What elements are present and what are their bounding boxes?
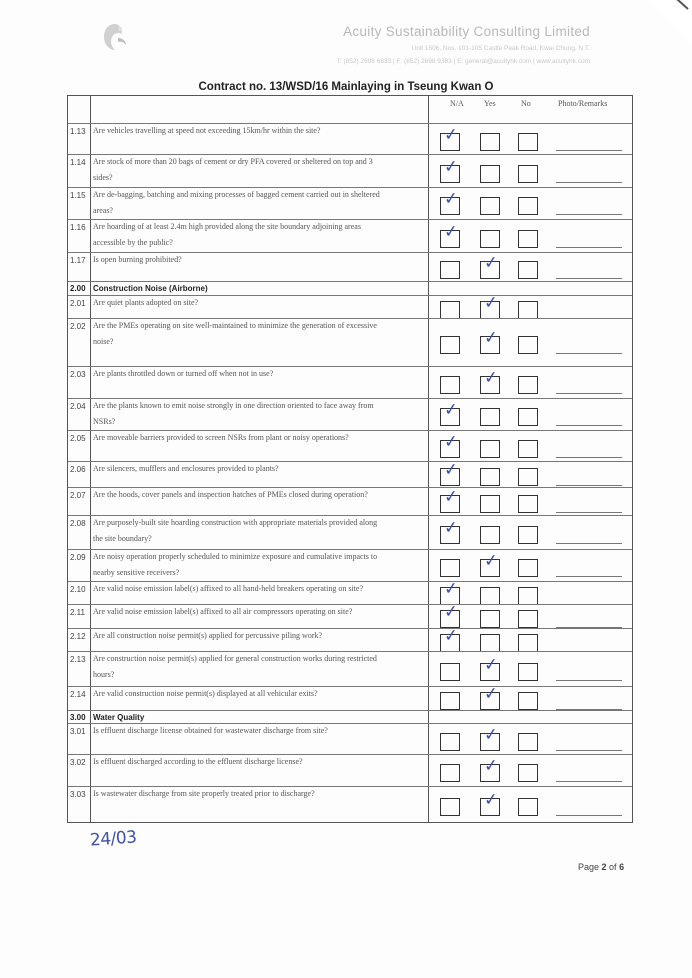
question-line: Are quiet plants adopted on site? (93, 298, 199, 307)
item-number: 2.13 (70, 655, 86, 664)
question-line: Are noisy operation properly scheduled to minimize exposure and cumulative impacts to (93, 552, 378, 561)
question-text (93, 318, 423, 350)
section-title: Construction Noise (Airborne) (93, 284, 208, 293)
item-number: 2.09 (70, 553, 86, 562)
question-line: accessible by the public? (93, 238, 173, 247)
page-total: 6 (619, 862, 625, 872)
remarks-line[interactable] (556, 485, 622, 486)
question-line: hours? (93, 670, 115, 679)
no-checkbox[interactable] (518, 197, 538, 215)
item-number: 2.11 (70, 608, 85, 617)
yes-checkbox[interactable] (480, 495, 500, 513)
item-number: 1.14 (70, 158, 86, 167)
no-checkbox[interactable] (518, 610, 538, 628)
no-checkbox[interactable] (518, 133, 538, 151)
question-line: Are construction noise permit(s) applied for general construction works during restricted (93, 654, 377, 663)
handwritten-date: 24/03 (89, 827, 138, 851)
question-text (93, 461, 423, 477)
checklist-row (68, 187, 632, 220)
question-line: Are plants throttled down or turned off when not in use? (93, 369, 274, 378)
question-text (93, 651, 423, 683)
yes-checkbox[interactable] (480, 133, 500, 151)
no-checkbox[interactable] (518, 559, 538, 577)
section-row (68, 281, 632, 296)
checkmark-icon: ✓ (442, 399, 460, 421)
no-checkbox[interactable] (518, 301, 538, 319)
question-text (93, 549, 423, 581)
no-checkbox[interactable] (518, 376, 538, 394)
question-line: Are purposely-built site hoarding construction with appropriate materials provided along (93, 518, 378, 527)
checkmark-icon: ✓ (482, 292, 500, 314)
no-checkbox[interactable] (518, 495, 538, 513)
checklist-row (68, 398, 632, 431)
question-text (93, 430, 423, 446)
question-line: noise? (93, 337, 114, 346)
question-text (93, 252, 423, 268)
na-checkbox[interactable] (440, 733, 460, 751)
na-checkbox[interactable] (440, 559, 460, 577)
question-line: Is wastewater discharge from site properly treated prior to discharge? (93, 789, 315, 798)
remarks-line[interactable] (556, 457, 622, 458)
checklist-row (68, 683, 632, 711)
company-address: Unit 1506, Nos. 101-105 Castle Peak Road, Kwai Chung, N.T. (411, 45, 590, 52)
company-contact: T: (852) 2698 6833 | F: (852) 2698 9383 | E: general@acuityhk.com | www.acuityhk.com (336, 58, 590, 65)
checkmark-icon: ✓ (482, 683, 500, 705)
checkmark-icon: ✓ (482, 252, 500, 274)
item-number: 3.02 (70, 758, 86, 767)
question-text (93, 398, 423, 430)
item-number: 2.12 (70, 632, 86, 641)
yes-checkbox[interactable] (480, 526, 500, 544)
checkmark-icon: ✓ (482, 550, 500, 572)
question-text (93, 723, 423, 739)
item-number: 2.14 (70, 690, 86, 699)
document-title: Contract no. 13/WSD/16 Mainlaying in Tseung Kwan O (198, 81, 494, 93)
na-checkbox[interactable] (440, 376, 460, 394)
no-checkbox[interactable] (518, 408, 538, 426)
section-number: 3.00 (70, 713, 86, 722)
checkmark-icon: ✓ (442, 625, 460, 647)
question-line: Are moveable barriers provided to screen NSRs from plant or noisy operations? (93, 433, 349, 442)
na-checkbox[interactable] (440, 764, 460, 782)
checkmark-icon: ✓ (482, 755, 500, 777)
question-text (93, 604, 423, 620)
yes-checkbox[interactable] (480, 634, 500, 652)
question-line: Are all construction noise permit(s) applied for percussive piling work? (93, 631, 323, 640)
question-line: Are the PMEs operating on site well-maintained to minimize the generation of excessive (93, 321, 377, 330)
checkmark-icon: ✓ (482, 327, 500, 349)
no-checkbox[interactable] (518, 764, 538, 782)
checkmark-icon: ✓ (442, 578, 460, 600)
no-checkbox[interactable] (518, 165, 538, 183)
remarks-line[interactable] (556, 393, 622, 394)
company-logo-icon (98, 20, 132, 54)
item-number: 2.03 (70, 370, 86, 379)
page-prefix: Page (578, 862, 602, 872)
yes-checkbox[interactable] (480, 468, 500, 486)
checklist-row (68, 549, 632, 582)
na-checkbox[interactable] (440, 663, 460, 681)
question-text (93, 187, 423, 219)
checklist-row (68, 754, 632, 787)
checklist-row (68, 723, 632, 755)
checkmark-icon: ✓ (442, 459, 460, 481)
question-text (93, 123, 423, 139)
question-line: areas? (93, 206, 113, 215)
item-number: 1.17 (70, 256, 86, 265)
company-name: Acuity Sustainability Consulting Limited (343, 24, 590, 39)
na-checkbox[interactable] (440, 692, 460, 710)
question-line: Are valid construction noise permit(s) displayed at all vehicular exits? (93, 689, 318, 698)
question-line: nearby sensitive receivers? (93, 568, 180, 577)
remarks-line[interactable] (556, 214, 622, 215)
checklist-row (68, 219, 632, 253)
question-text (93, 366, 423, 382)
no-checkbox[interactable] (518, 692, 538, 710)
na-checkbox[interactable] (440, 336, 460, 354)
question-text (93, 487, 423, 503)
checkmark-icon: ✓ (442, 156, 460, 178)
page-number (578, 862, 624, 872)
na-checkbox[interactable] (440, 301, 460, 319)
no-checkbox[interactable] (518, 663, 538, 681)
checklist-row (68, 786, 632, 823)
checklist-row (68, 252, 632, 282)
no-checkbox[interactable] (518, 733, 538, 751)
item-number: 2.08 (70, 519, 86, 528)
checklist-row (68, 154, 632, 188)
question-text (93, 219, 423, 251)
checkmark-icon: ✓ (442, 601, 460, 623)
remarks-line[interactable] (556, 512, 622, 513)
column-header-yes: Yes (484, 99, 496, 108)
remarks-line[interactable] (556, 781, 622, 782)
checkmark-icon: ✓ (442, 431, 460, 453)
section-number: 2.00 (70, 284, 86, 293)
checklist-row (68, 651, 632, 687)
no-checkbox[interactable] (518, 336, 538, 354)
no-checkbox[interactable] (518, 798, 538, 816)
yes-checkbox[interactable] (480, 587, 500, 605)
question-text (93, 786, 423, 802)
question-line: Are vehicles travelling at speed not exceeding 15km/hr within the site? (93, 126, 321, 135)
yes-checkbox[interactable] (480, 197, 500, 215)
question-text (93, 628, 423, 644)
checklist-table (67, 95, 633, 823)
remarks-line[interactable] (556, 576, 622, 577)
question-line: Are de-bagging, batching and mixing processes of bagged cement carried out in sheltered (93, 190, 380, 199)
yes-checkbox[interactable] (480, 610, 500, 628)
checklist-row (68, 318, 632, 367)
yes-checkbox[interactable] (480, 230, 500, 248)
checkmark-icon: ✓ (442, 124, 460, 146)
question-line: Are stock of more than 20 bags of cement or dry PFA covered or sheltered on top and 3 (93, 157, 373, 166)
item-number: 2.02 (70, 322, 86, 331)
question-line: NSRs? (93, 417, 116, 426)
remarks-line[interactable] (556, 278, 622, 279)
remarks-line[interactable] (556, 815, 622, 816)
section-title: Water Quality (93, 713, 145, 722)
yes-checkbox[interactable] (480, 408, 500, 426)
question-text (93, 515, 423, 547)
no-checkbox[interactable] (518, 526, 538, 544)
page-mid: of (606, 862, 620, 872)
remarks-line[interactable] (556, 543, 622, 544)
checkmark-icon: ✓ (442, 188, 460, 210)
checklist-row (68, 292, 632, 319)
item-number: 1.13 (70, 127, 86, 136)
page-current: 2 (601, 862, 607, 872)
question-text (93, 581, 423, 597)
na-checkbox[interactable] (440, 798, 460, 816)
item-number: 2.10 (70, 585, 86, 594)
item-number: 1.15 (70, 191, 86, 200)
yes-checkbox[interactable] (480, 165, 500, 183)
yes-checkbox[interactable] (480, 440, 500, 458)
question-line: Are the plants known to emit noise strongly in one direction oriented to face away from (93, 401, 374, 410)
question-line: Are hoarding of at least 2.4m high provided along the site boundary adjoining areas (93, 222, 361, 231)
no-checkbox[interactable] (518, 230, 538, 248)
question-text (93, 295, 423, 311)
question-text (93, 154, 423, 186)
section-row (68, 710, 632, 724)
no-checkbox[interactable] (518, 261, 538, 279)
column-header-no: No (521, 99, 531, 108)
item-number: 2.07 (70, 491, 86, 500)
checklist-row (68, 123, 632, 155)
checkmark-icon: ✓ (442, 517, 460, 539)
item-number: 1.16 (70, 223, 86, 232)
checklist-row (68, 430, 632, 462)
no-checkbox[interactable] (518, 634, 538, 652)
question-line: Is open burning prohibited? (93, 255, 182, 264)
column-header-na: N/A (450, 99, 464, 108)
column-header-remarks: Photo/Remarks (558, 99, 608, 108)
checklist-row (68, 461, 632, 488)
remarks-line[interactable] (556, 150, 622, 151)
checkmark-icon: ✓ (442, 221, 460, 243)
remarks-line[interactable] (556, 750, 622, 751)
checklist-row (68, 515, 632, 550)
item-number: 2.05 (70, 434, 86, 443)
checklist-row (68, 578, 632, 605)
question-line: Are valid noise emission label(s) affixed to all hand-held breakers operating on site? (93, 584, 363, 593)
no-checkbox[interactable] (518, 468, 538, 486)
question-text (93, 686, 423, 702)
checklist-row (68, 601, 632, 629)
checklist-row (68, 625, 632, 652)
remarks-line[interactable] (556, 182, 622, 183)
question-line: the site boundary? (93, 534, 152, 543)
remarks-line[interactable] (556, 353, 622, 354)
checkmark-icon: ✓ (482, 367, 500, 389)
item-number: 2.01 (70, 299, 86, 308)
question-line: Are valid noise emission label(s) affixed to all air compressors operating on site? (93, 607, 353, 616)
remarks-line[interactable] (556, 425, 622, 426)
question-line: Is effluent discharge license obtained for wastewater discharge from site? (93, 726, 328, 735)
item-number: 3.01 (70, 727, 86, 736)
checkmark-icon: ✓ (482, 654, 500, 676)
question-line: Is effluent discharged according to the effluent discharge license? (93, 757, 303, 766)
checklist-row (68, 487, 632, 516)
item-number: 2.04 (70, 402, 86, 411)
checkmark-icon: ✓ (482, 789, 500, 811)
remarks-line[interactable] (556, 680, 622, 681)
checklist-row (68, 366, 632, 399)
no-checkbox[interactable] (518, 440, 538, 458)
question-line: sides? (93, 173, 113, 182)
question-text (93, 754, 423, 770)
item-number: 2.06 (70, 465, 86, 474)
checkmark-icon: ✓ (442, 486, 460, 508)
no-checkbox[interactable] (518, 587, 538, 605)
item-number: 3.03 (70, 790, 86, 799)
na-checkbox[interactable] (440, 261, 460, 279)
question-line: Are the hoods, cover panels and inspection hatches of PMEs closed during operation? (93, 490, 368, 499)
remarks-line[interactable] (556, 247, 622, 248)
checkmark-icon: ✓ (482, 724, 500, 746)
question-line: Are silencers, mufflers and enclosures provided to plants? (93, 464, 279, 473)
